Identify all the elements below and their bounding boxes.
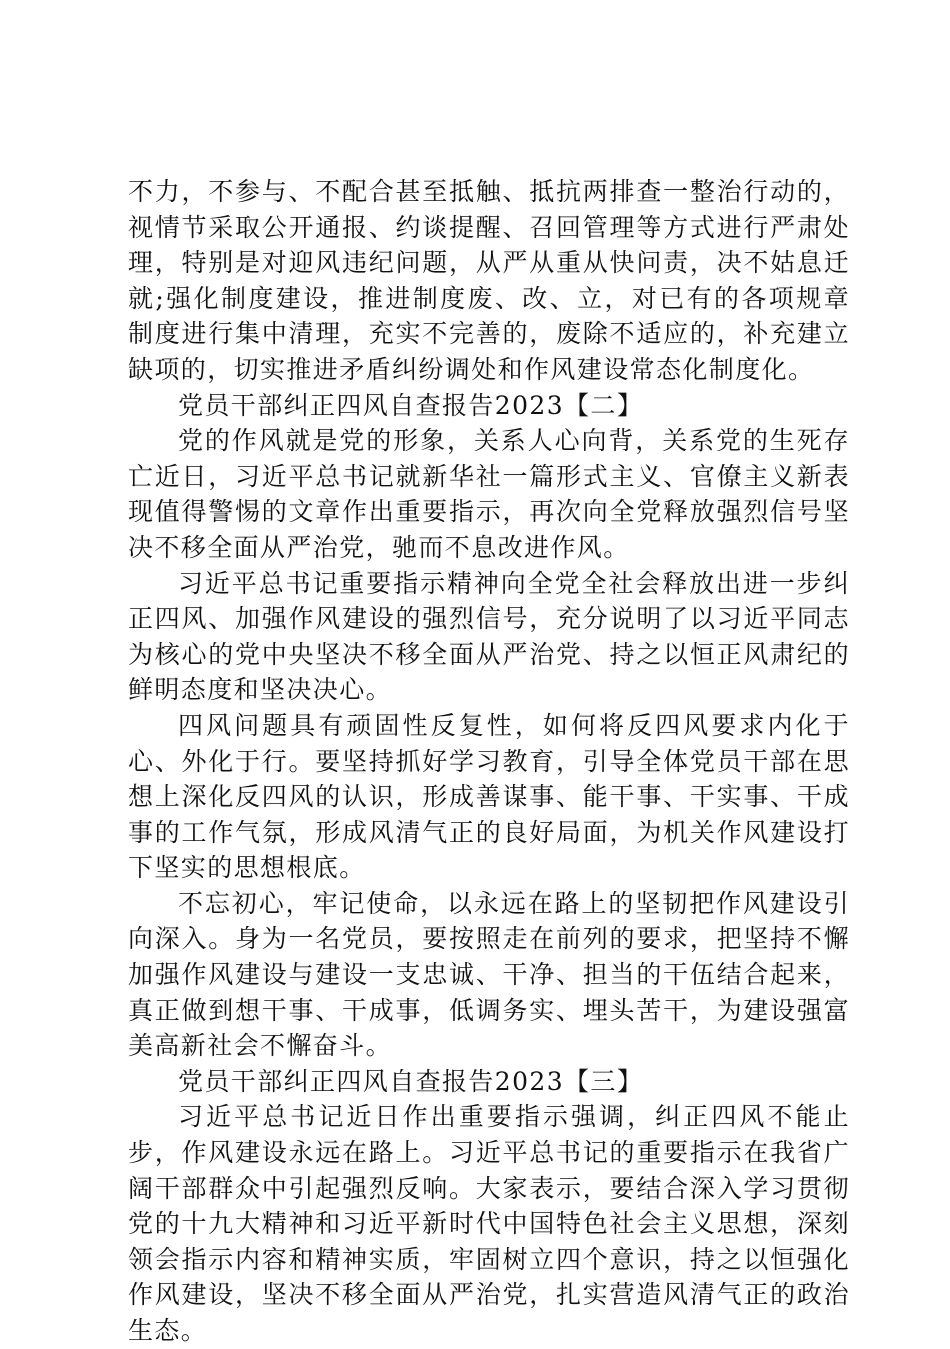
document-body bbox=[128, 174, 850, 1349]
paragraph: 不忘初心，牢记使命，以永远在路上的坚韧把作风建设引向深入。身为一名党员，要按照走在前列的要求，把坚持不懈加强作风建设与建设一支忠诚、干净、担当的干伍结合起来，真正做到想干事、干成事，低调务实、埋头苦干，为建设强富美高新社会不懈奋斗。 bbox=[128, 888, 850, 1061]
paragraph: 党的作风就是党的形象，关系人心向背，关系党的生死存亡近日，习近平总书记就新华社一篇形式主义、官僚主义新表现值得警惕的文章作出重要指示，再次向全党释放强烈信号坚决不移全面从严治党，驰而不息改进作风。 bbox=[128, 426, 850, 562]
section-heading-2: 党员干部纠正四风自查报告2023【二】 bbox=[178, 390, 644, 420]
paragraph-continued: 不力，不参与、不配合甚至抵触、抵抗两排查一整治行动的，视情节采取公开通报、约谈提醒、召回管理等方式进行严肃处理，特别是对迎风违纪问题，从严从重从快问责，决不姑息迁就;强化制度建设，推进制度废、改、立，对已有的各项规章制度进行集中清理，充实不完善的，废除不适应的，补充建立缺项的，切实推进矛盾纠纷调处和作风建设常态化制度化。 bbox=[128, 177, 850, 384]
section-heading-3: 党员干部纠正四风自查报告2023【三】 bbox=[178, 1066, 644, 1096]
paragraph: 习近平总书记近日作出重要指示强调，纠正四风不能止步，作风建设永远在路上。习近平总书记的重要指示在我省广阔干部群众中引起强烈反响。大家表示，要结合深入学习贯彻党的十九大精神和习近平新时代中国特色社会主义思想，深刻领会指示内容和精神实质，牢固树立四个意识，持之以恒强化作风建设，坚决不移全面从严治党，扎实营造风清气正的政治生态。 bbox=[128, 1102, 850, 1345]
paragraph: 习近平总书记重要指示精神向全党全社会释放出进一步纠正四风、加强作风建设的强烈信号，充分说明了以习近平同志为核心的党中央坚决不移全面从严治党、持之以恒正风肃纪的鲜明态度和坚决决心。 bbox=[128, 568, 850, 705]
paragraph: 四风问题具有顽固性反复性，如何将反四风要求内化于心、外化于行。要坚持抓好学习教育，引导全体党员干部在思想上深化反四风的认识，形成善谋事、能干事、干实事、干成事的工作气氛，形成风清气正的良好局面，为机关作风建设打下坚实的思想根底。 bbox=[128, 710, 850, 883]
